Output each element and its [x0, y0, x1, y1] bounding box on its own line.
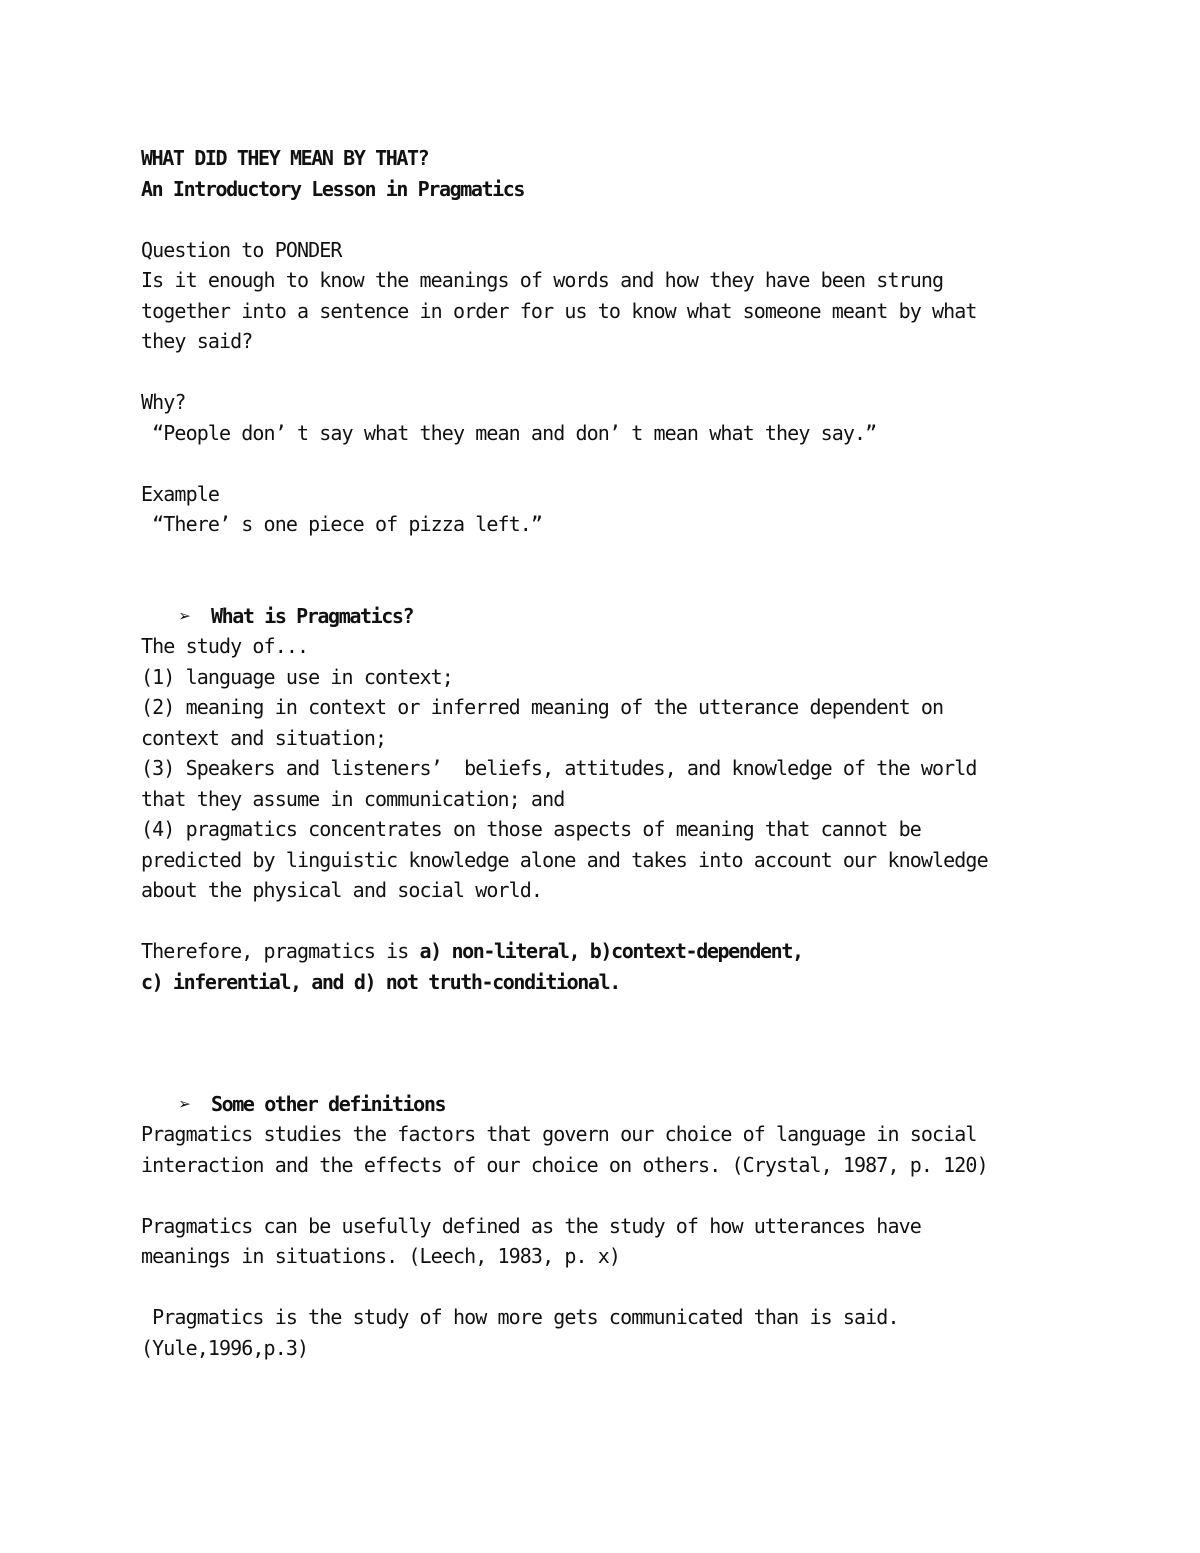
what-is-line: about the physical and social world. — [141, 878, 543, 902]
what-is-heading — [141, 601, 1101, 632]
definition-line: Pragmatics is the study of how more gets communicated than is said. — [141, 1305, 899, 1329]
what-is-line: context and situation; — [141, 725, 387, 750]
example-label: Example — [141, 481, 219, 506]
spacer — [141, 204, 1101, 235]
spacer — [141, 540, 1101, 571]
other-definitions-heading-text: Some other definitions — [211, 1091, 446, 1116]
definition-line: Pragmatics can be usefully defined as the study of how utterances have — [141, 1213, 921, 1238]
why-quote: “People don’ t say what they mean and don’ t mean what they say.” — [141, 420, 877, 445]
spacer — [141, 1028, 1101, 1059]
spacer — [141, 997, 1101, 1028]
spacer — [141, 906, 1101, 937]
arrow-bullet-icon: ➢ — [179, 603, 190, 628]
therefore-bold: a) non-literal, b)context-dependent, — [419, 939, 803, 963]
what-is-line: (4) pragmatics concentrates on those aspects of meaning that cannot be — [141, 817, 921, 841]
what-is-line: (3) Speakers and listeners’ beliefs, attitudes, and knowledge of the world — [141, 756, 977, 780]
document-subtitle: An Introductory Lesson in Pragmatics — [141, 176, 525, 201]
therefore-line — [141, 936, 1101, 967]
spacer — [141, 1180, 1101, 1211]
other-definitions-heading — [141, 1089, 1101, 1120]
ponder-line: they said? — [141, 329, 253, 353]
document-page — [141, 143, 1101, 1363]
document-title: WHAT DID THEY MEAN BY THAT? — [141, 146, 429, 170]
what-is-line: (2) meaning in context or inferred meaning of the utterance dependent on — [141, 695, 944, 719]
ponder-line: Is it enough to know the meanings of words and how they have been strung — [141, 268, 944, 292]
therefore-prefix: Therefore, pragmatics is — [141, 939, 420, 963]
example-quote: “There’ s one piece of pizza left.” — [141, 512, 543, 536]
what-is-heading-text: What is Pragmatics? — [211, 603, 414, 628]
arrow-bullet-icon: ➢ — [179, 1091, 190, 1116]
spacer — [141, 570, 1101, 601]
what-is-line: predicted by linguistic knowledge alone and takes into account our knowledge — [141, 847, 988, 872]
what-is-intro: The study of... — [141, 634, 309, 658]
definition-line: interaction and the effects of our choice on others. (Crystal, 1987, p. 120) — [141, 1152, 988, 1177]
what-is-line: that they assume in communication; and — [141, 786, 565, 811]
spacer — [141, 357, 1101, 388]
definition-line: Pragmatics studies the factors that govern our choice of language in social — [141, 1122, 977, 1146]
definition-line: meanings in situations. (Leech, 1983, p. x) — [141, 1244, 621, 1268]
ponder-label: Question to PONDER — [141, 237, 342, 262]
what-is-line: (1) language use in context; — [141, 664, 453, 689]
spacer — [141, 448, 1101, 479]
definition-line: (Yule,1996,p.3) — [141, 1335, 309, 1360]
ponder-line: together into a sentence in order for us to know what someone meant by what — [141, 298, 977, 323]
spacer — [141, 1058, 1101, 1089]
why-label: Why? — [141, 390, 186, 414]
therefore-bold-continued: c) inferential, and d) not truth-conditional. — [141, 969, 620, 994]
spacer — [141, 1272, 1101, 1303]
